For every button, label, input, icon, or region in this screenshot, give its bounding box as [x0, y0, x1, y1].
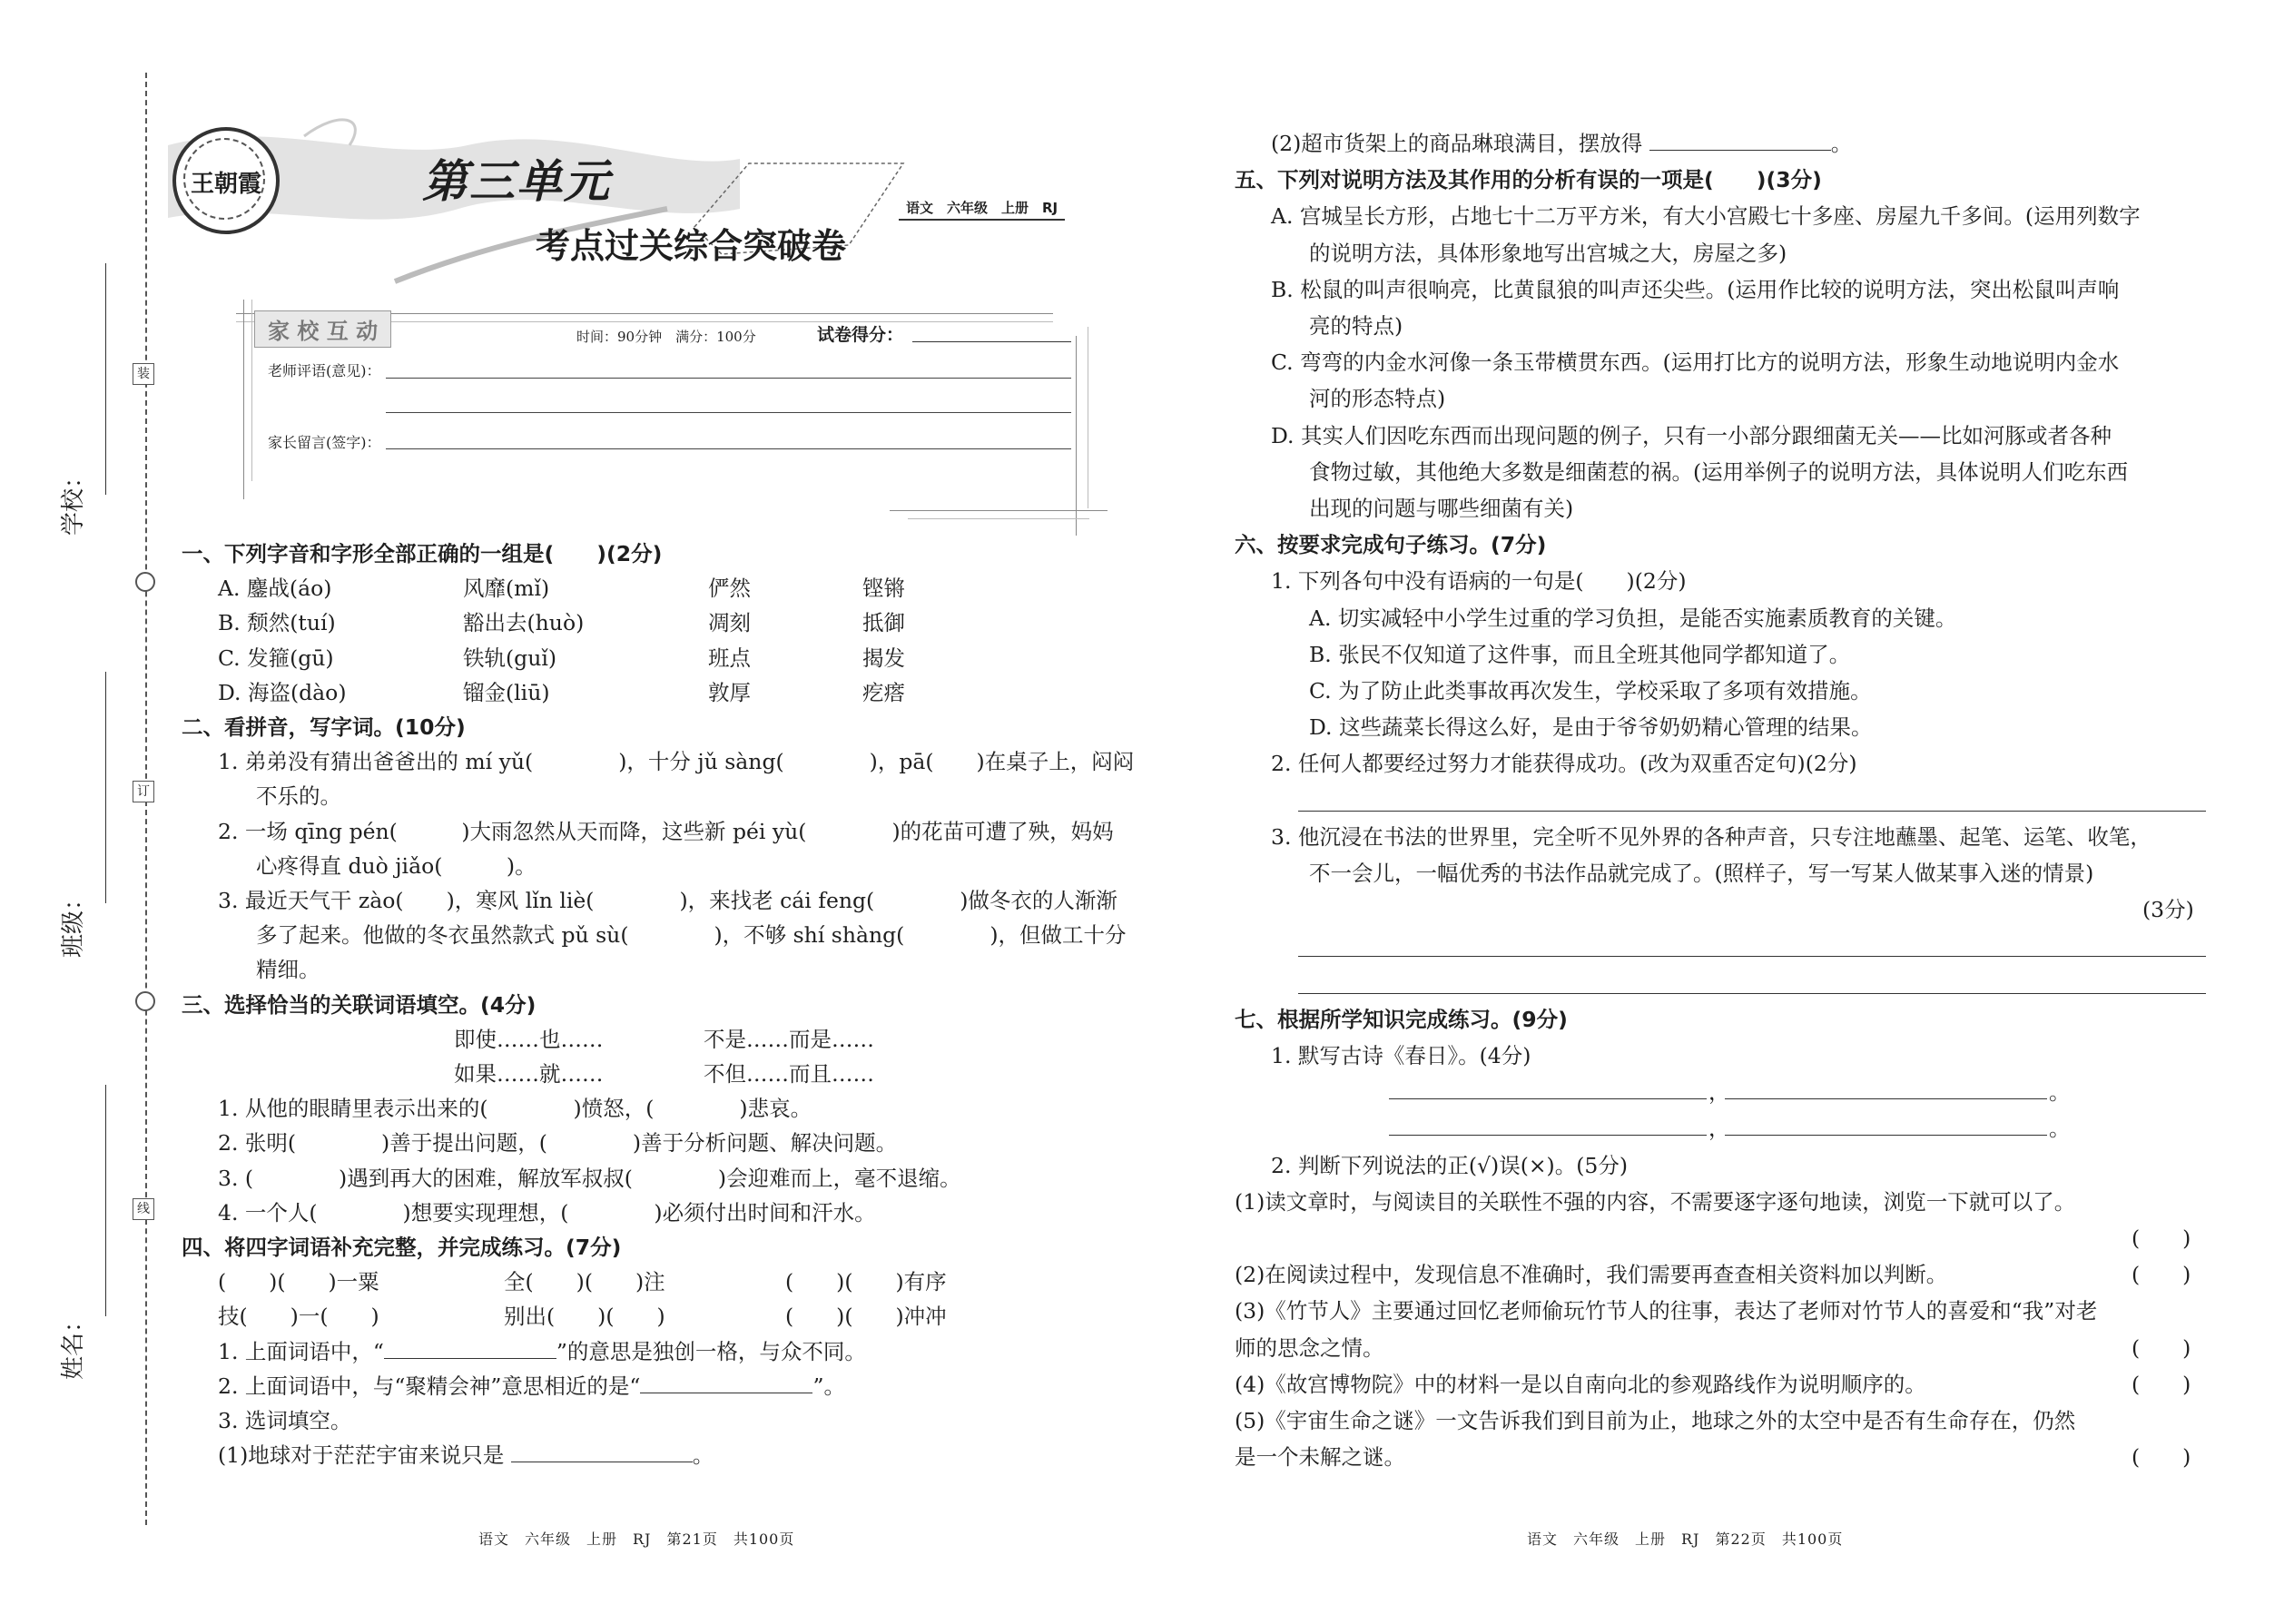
- question-line: 4. 一个人( )想要实现理想，( )必须付出时间和汗水。: [218, 1199, 876, 1225]
- conjunction-option: 不但……而且……: [704, 1061, 874, 1087]
- answer-line[interactable]: [1298, 993, 2206, 994]
- question-line: 2. 张明( )善于提出问题，( )善于分析问题、解决问题。: [218, 1130, 898, 1156]
- option-cell: 豁出去(huò): [463, 610, 585, 636]
- option-cell: A. 鏖战(áo): [218, 576, 332, 602]
- option-cell: 凋刻: [708, 610, 751, 636]
- question-line: D. 其实人们因吃东西而出现问题的例子，只有一小部分跟细菌无关——比如河豚或者各种: [1271, 422, 2112, 448]
- judgement-answer-box[interactable]: ( ): [2132, 1444, 2191, 1471]
- idiom-blank[interactable]: ( )( )冲冲: [785, 1304, 947, 1330]
- cut-label: 线: [133, 1198, 154, 1220]
- section-heading: 一、下列字音和字形全部正确的一组是( )(2分): [182, 541, 663, 566]
- question-text: 2. 上面词语中，与“聚精会神”意思相近的是“: [218, 1373, 641, 1399]
- idiom-blank[interactable]: 技( )一( ): [218, 1304, 379, 1330]
- section-heading: 二、看拼音，写字词。(10分): [182, 714, 466, 740]
- judgement-answer-box[interactable]: ( ): [2132, 1334, 2191, 1361]
- judgement-answer-box[interactable]: ( ): [2132, 1371, 2191, 1397]
- question-line: 亮的特点): [1309, 313, 1403, 339]
- poem-blank[interactable]: [1389, 1098, 1707, 1099]
- question-line: (3)《竹节人》主要通过回忆老师偷玩竹节人的往事，表达了老师对竹节人的喜爱和“我”对老: [1235, 1298, 2098, 1324]
- binding-hole-2: [135, 991, 155, 1011]
- answer-line[interactable]: [1298, 811, 2206, 812]
- question-with-blank: [218, 1442, 714, 1469]
- exam-info: 时间：90分钟 满分：100分: [576, 329, 756, 345]
- section-heading: 六、按要求完成句子练习。(7分): [1235, 532, 1547, 558]
- idiom-blank[interactable]: 全( )( )注: [504, 1269, 665, 1295]
- score-field[interactable]: [912, 341, 1071, 342]
- logo-text: 王朝霞: [190, 171, 261, 198]
- question-text: ”的意思是独创一格，与众不同。: [556, 1338, 866, 1364]
- home-school-box: [218, 300, 1117, 527]
- cut-label: 装: [133, 363, 154, 385]
- question-line: 的说明方法，具体形象地写出宫城之大，房屋之多): [1309, 240, 1787, 266]
- question-line: B. 松鼠的叫声很响亮，比黄鼠狼的叫声还尖些。(运用作比较的说明方法，突出松鼠叫声响: [1271, 276, 2120, 302]
- conjunction-option: 即使……也……: [454, 1026, 604, 1052]
- question-line: (1)读文章时，与阅读目的关联性不强的内容，不需要逐字逐句地读，浏览一下就可以了。: [1235, 1188, 2076, 1215]
- option-cell: 抵御: [862, 610, 905, 636]
- question-line: 出现的问题与哪些细菌有关): [1309, 496, 1574, 521]
- left-page-footer: 语文 六年级 上册 RJ 第21页 共100页: [478, 1530, 795, 1548]
- question-line: B. 张民不仅知道了这件事，而且全班其他同学都知道了。: [1309, 641, 1851, 667]
- question-line: 1. 弟弟没有猜出爸爸出的 mí yǔ( )，十分 jǔ sàng( )，pā( )在桌子上，闷闷: [218, 749, 1135, 775]
- judgement-statement: (2)在阅读过程中，发现信息不准确时，我们需要再查查相关资料加以判断。: [1235, 1262, 1948, 1288]
- school-field[interactable]: [54, 263, 109, 563]
- name-field[interactable]: [54, 1085, 109, 1393]
- answer-blank[interactable]: [511, 1442, 693, 1462]
- judgement-statement: (4)《故宫博物院》中的材料一是以自南向北的参观路线作为说明顺序的。: [1235, 1371, 1926, 1397]
- question-line: C. 弯弯的内金水河像一条玉带横贯东西。(运用打比方的说明方法，形象生动地说明内金水: [1271, 349, 2120, 376]
- teacher-comment-field-2[interactable]: [386, 412, 1071, 413]
- score-label: 试卷得分：: [817, 325, 904, 345]
- judgement-answer-box[interactable]: ( ): [2132, 1262, 2191, 1288]
- judgement-statement: 是一个未解之谜。: [1235, 1444, 1405, 1471]
- poem-blank[interactable]: [1389, 1135, 1707, 1136]
- question-with-blank: [1271, 130, 1852, 157]
- poem-punct: 。: [2049, 1079, 2071, 1106]
- unit-title: 第三单元: [422, 155, 611, 208]
- question-line: 3. 他沉浸在书法的世界里，完全听不见外界的各种声音，只专注地蘸墨、起笔、运笔、收笔，: [1271, 823, 2151, 850]
- question-with-blank: [218, 1338, 866, 1365]
- question-text: ”。: [812, 1373, 845, 1399]
- parent-note-field[interactable]: [386, 448, 1071, 449]
- idiom-blank[interactable]: ( )( )一粟: [218, 1269, 379, 1295]
- conjunction-option: 如果……就……: [454, 1061, 604, 1087]
- score-note: (3分): [2142, 897, 2194, 923]
- family-badge: 家 校 互 动: [254, 310, 391, 348]
- subject-tag: 语文 六年级 上册 RJ: [899, 196, 1065, 221]
- poem-blank[interactable]: [1725, 1135, 2047, 1136]
- question-line: 不乐的。: [256, 783, 341, 810]
- option-cell: B. 颓然(tuí): [218, 610, 336, 636]
- question-text: (2)超市货架上的商品琳琅满目，摆放得: [1271, 131, 1649, 156]
- question-line: 2. 判断下列说法的正(√)误(×)。(5分): [1271, 1152, 1629, 1178]
- option-cell: 铁轨(guǐ): [463, 645, 557, 671]
- section-heading: 四、将四字词语补充完整，并完成练习。(7分): [182, 1235, 622, 1260]
- class-field[interactable]: [54, 672, 109, 971]
- question-line: 1. 默写古诗《春日》。(4分): [1271, 1043, 1531, 1068]
- option-cell: 敦厚: [708, 679, 751, 705]
- class-write-line[interactable]: [105, 672, 106, 903]
- question-text: 1. 上面词语中，“: [218, 1338, 384, 1364]
- option-cell: 疙瘩: [862, 679, 905, 705]
- question-line: A. 切实减轻中小学生过重的学习负担，是能否实施素质教育的关键。: [1309, 605, 1957, 631]
- question-line: 心疼得直 duò jiǎo( )。: [256, 852, 537, 879]
- question-line: 河的形态特点): [1309, 386, 1446, 412]
- poem-blank[interactable]: [1725, 1098, 2047, 1099]
- question-line: 3. ( )遇到再大的困难，解放军叔叔( )会迎难而上，毫不退缩。: [218, 1165, 961, 1191]
- poem-punct: ，: [1708, 1116, 1730, 1142]
- option-cell: 揭发: [862, 645, 905, 671]
- teacher-comment-field[interactable]: [386, 378, 1071, 379]
- question-text: 。: [692, 1442, 714, 1469]
- section-heading: 七、根据所学知识完成练习。(9分): [1235, 1006, 1568, 1032]
- question-text: (1)地球对于茫茫宇宙来说只是: [218, 1442, 511, 1469]
- judgement-answer-box[interactable]: ( ): [2132, 1225, 2191, 1251]
- option-cell: 班点: [708, 645, 751, 671]
- class-label: 班级：: [60, 886, 87, 958]
- question-text: 。: [1830, 131, 1853, 156]
- question-line: 3. 选词填空。: [218, 1408, 352, 1433]
- poem-punct: 。: [2049, 1116, 2071, 1142]
- answer-blank[interactable]: [1649, 130, 1831, 151]
- question-line: 2. 任何人都要经过努力才能获得成功。(改为双重否定句)(2分): [1271, 751, 1857, 777]
- question-with-blank: [218, 1373, 845, 1400]
- exam-subtitle: 考点过关综合突破卷: [536, 225, 847, 266]
- option-cell: C. 发箍(gū): [218, 645, 334, 671]
- answer-blank[interactable]: [384, 1338, 556, 1359]
- judgement-statement: 师的思念之情。: [1235, 1334, 1384, 1361]
- option-cell: 俨然: [708, 576, 751, 602]
- section-heading: 五、下列对说明方法及其作用的分析有误的一项是( )(3分): [1235, 167, 1822, 193]
- brand-logo: [172, 127, 280, 234]
- section-heading: 三、选择恰当的关联词语填空。(4分): [182, 991, 537, 1018]
- question-line: D. 这些蔬菜长得这么好，是由于爷爷奶奶精心管理的结果。: [1309, 714, 1873, 741]
- poem-punct: ，: [1708, 1079, 1730, 1106]
- question-line: (5)《宇宙生命之谜》一文告诉我们到目前为止，地球之外的太空中是否有生命存在，仍然: [1235, 1408, 2076, 1433]
- question-line: 多了起来。他做的冬衣虽然款式 pǔ sù( )，不够 shí shàng( )，但做工十分: [256, 922, 1127, 949]
- cut-label: 订: [133, 781, 154, 802]
- option-cell: D. 海盗(dào): [218, 679, 347, 705]
- answer-blank[interactable]: [640, 1373, 812, 1393]
- question-line: 3. 最近天气干 zào( )，寒风 lǐn liè( )，来找老 cái feng( )做冬衣的人渐渐: [218, 888, 1117, 913]
- question-line: A. 宫城呈长方形，占地七十二万平方米，有大小宫殿七十多座、房屋九千多间。(运用列数字: [1271, 203, 2141, 230]
- parent-note-label: 家长留言(签字)：: [268, 434, 381, 451]
- idiom-blank[interactable]: ( )( )有序: [785, 1269, 947, 1295]
- school-label: 学校：: [60, 464, 87, 536]
- question-line: 精细。: [256, 957, 320, 983]
- binding-sidebar: [0, 0, 163, 1624]
- binding-hole-1: [135, 572, 155, 592]
- question-line: 食物过敏，其他绝大多数是细菌惹的祸。(运用举例子的说明方法，具体说明人们吃东西: [1309, 458, 2129, 485]
- teacher-comment-label: 老师评语(意见)：: [268, 362, 381, 379]
- question-line: 不一会儿，一幅优秀的书法作品就完成了。(照样子，写一写某人做某事入迷的情景): [1309, 861, 2094, 886]
- option-cell: 风靡(mǐ): [463, 576, 550, 602]
- question-line: 2. 一场 qīng pén( )大雨忽然从天而降，这些新 péi yù( )的花苗可遭了殃，妈妈: [218, 818, 1114, 844]
- question-line: C. 为了防止此类事故再次发生，学校采取了多项有效措施。: [1309, 678, 1872, 704]
- conjunction-option: 不是……而是……: [704, 1026, 874, 1052]
- question-line: 1. 从他的眼睛里表示出来的( )愤怒，( )悲哀。: [218, 1096, 812, 1122]
- name-write-line[interactable]: [105, 1085, 106, 1316]
- name-label: 姓名：: [60, 1308, 87, 1380]
- answer-line[interactable]: [1298, 956, 2206, 957]
- option-cell: 镏金(liū): [463, 679, 550, 705]
- right-page-footer: 语文 六年级 上册 RJ 第22页 共100页: [1527, 1530, 1844, 1548]
- question-line: 1. 下列各句中没有语病的一句是( )(2分): [1271, 568, 1687, 595]
- option-cell: 铿锵: [862, 576, 905, 602]
- school-write-line[interactable]: [105, 263, 106, 495]
- idiom-blank[interactable]: 别出( )( ): [504, 1304, 665, 1330]
